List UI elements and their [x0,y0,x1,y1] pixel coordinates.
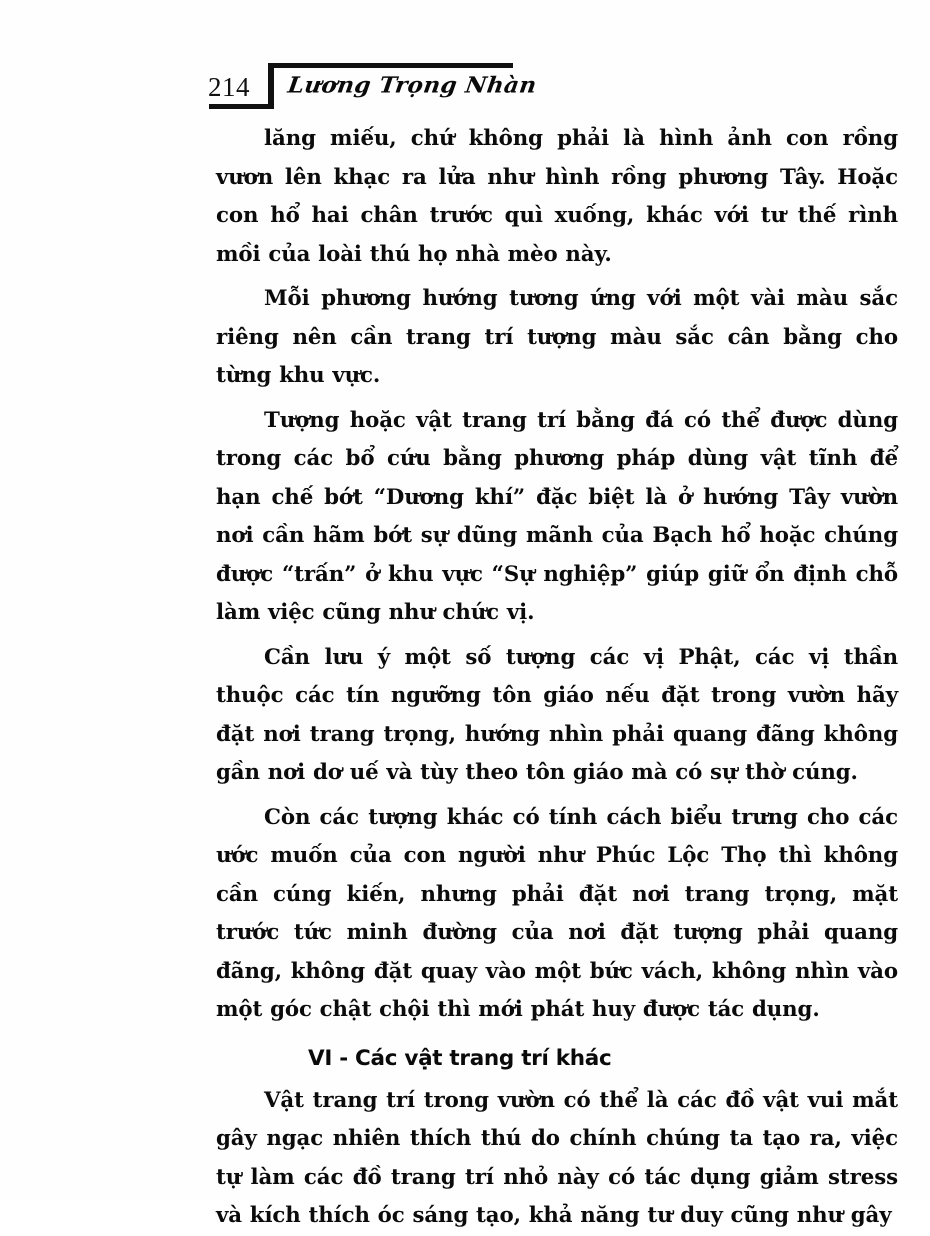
body-paragraph: Mỗi phương hướng tương ứng với một vài màu sắc riêng nên cần trang trí tượng màu sắc cân bằng cho từng khu vực. [216,286,898,388]
text-block [216,120,898,1236]
body-paragraph: Vật trang trí trong vườn có thể là các đồ vật vui mắt gây ngạc nhiên thích thú do chính chúng ta tạo ra, việc tự làm các đồ trang trí nhỏ này có tác dụng giảm stress và kích thích óc sáng tạo, khả năng tư duy cũng như gây [216,1087,898,1228]
body-paragraph: Tượng hoặc vật trang trí bằng đá có thể được dùng trong các bổ cứu bằng phương pháp dùng vật tĩnh để hạn chế bớt “Dương khí” đặc biệt là ở hướng Tây vườn nơi cần hãm bớt sự dũng mãnh của Bạch hổ hoặc chúng được “trấn” ở khu vực “Sự nghiệp” giúp giữ ổn định chỗ làm việc cũng như chức vị. [216,407,898,625]
page-number: 214 [208,72,250,102]
author-signature: Lương Trọng Nhàn [286,72,539,99]
body-paragraph: lăng miếu, chứ không phải là hình ảnh con rồng vươn lên khạc ra lửa như hình rồng phương Tây. Hoặc con hổ hai chân trước quì xuống, khác với tư thế rình mồi của loài thú họ nhà mèo này. [216,126,898,267]
page-number-underline [209,104,272,109]
body-paragraph: Cần lưu ý một số tượng các vị Phật, các vị thần thuộc các tín ngưỡng tôn giáo nếu đặt trong vườn hãy đặt nơi trang trọng, hướng nhìn phải quang đãng không gần nơi dơ uế và tùy theo tôn giáo mà có sự thờ cúng. [216,644,898,785]
body-paragraph: Còn các tượng khác có tính cách biểu trưng cho các ước muốn của con người như Phúc Lộc Thọ thì không cần cúng kiến, nhưng phải đặt nơi trang trọng, mặt trước tức minh đường của nơi đặt tượng phải quang đãng, không đặt quay vào một bức vách, không nhìn vào một góc chật chội thì mới phát huy được tác dụng. [216,804,898,1022]
header-horizontal-rule [268,63,513,68]
section-heading: VI - Các vật trang trí khác [308,1045,612,1071]
running-header [208,58,728,114]
header-vertical-rule [268,63,274,109]
